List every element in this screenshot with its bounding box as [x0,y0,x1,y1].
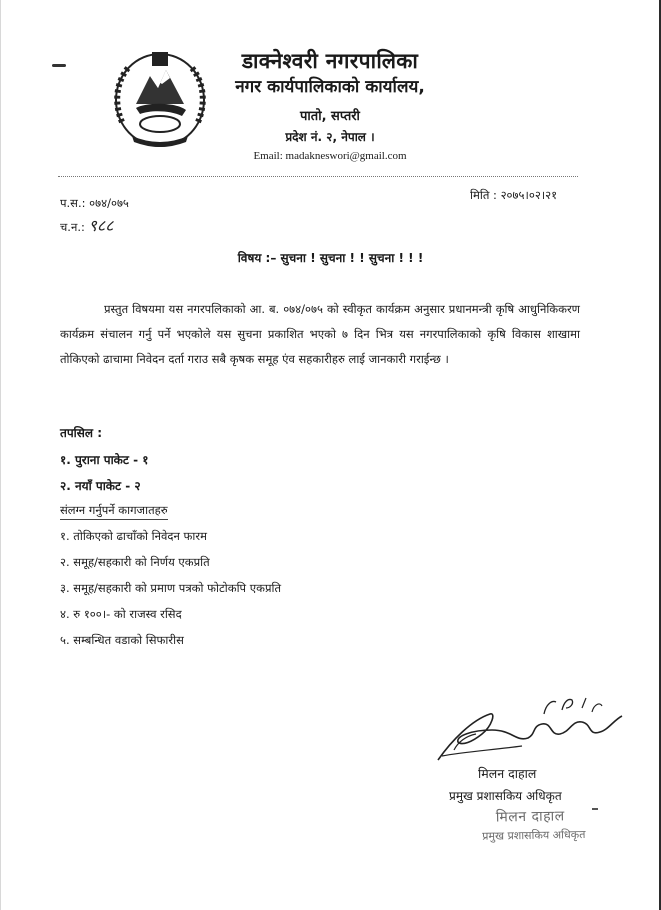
stamp-name: मिलन दाहाल [495,808,565,826]
dispatch-label: च.न.: [60,220,85,234]
municipality-name: डाक्नेश्वरी नगरपालिका [241,49,419,73]
stamp-mark [592,808,598,810]
handwritten-signature [432,690,632,765]
body-paragraph: प्रस्तुत विषयमा यस नगरपलिकाको आ. ब. ०७४/०७५ को स्वीकृत कार्यक्रम अनुसार प्रधानमन्त्री कृषि आधुनिकिकरण कार्यक्रम संचालन गर्नु पर्ने भएकोले यस सुचना प्रकाशित भएको ७ दिन भित्र यस नगरपालिकाको कृषि विकास शाखामा तोकिएको ढाचामा निवेदन दर्ता गराउ सबै कृषक समूह एंव सहकारीहरु लाई जानकारी गराईन्छ । [60,302,580,366]
stamp-post: प्रमुख प्रशासकिय अधिकृत [482,827,586,843]
letter-number: प.स.: ०७४/०७५ [60,196,129,210]
dispatch-value: ९८८ [88,216,114,235]
office-name: नगर कार्यपालिकाको कार्यालय, [235,77,425,97]
header-divider [58,176,578,178]
required-documents-list [60,526,281,656]
scan-mark [52,64,66,67]
official-stamp [470,806,586,844]
signatory-name: मिलन दाहाल [478,766,537,781]
required-documents-title: संलग्न गर्नुपर्ने कागजातहरु [60,503,168,520]
office-province: प्रदेश नं. २, नेपाल । [285,130,375,144]
document-item: २. समूह/सहकारी को निर्णय एकप्रति [60,555,210,569]
letter-date: मिति : २०७५।०२।२१ [470,188,558,202]
scan-edge-left [0,0,1,910]
document-item: १. तोकिएको ढाचाँको निवेदन फारम [60,529,207,543]
government-emblem-icon [106,44,214,154]
dispatch-number [60,214,114,236]
letterhead [200,48,460,162]
office-email: Email: madakneswori@gmail.com [253,150,407,162]
packet-item: २. नयाँ पाकेट - २ [60,479,141,493]
document-item: ५. सम्बन्धित वडाको सिफारीस [60,633,184,647]
document-item: ४. रु १००।- को राजस्व रसिद [60,607,182,621]
details-title: तपसिल : [60,426,102,440]
office-city: पातो, सप्तरी [300,109,360,124]
packet-item: १. पुराना पाकेट - १ [60,453,149,467]
subject-line: विषय :– सुचना ! सुचना ! ! सुचना ! ! ! [237,251,424,265]
document-item: ३. समूह/सहकारी को प्रमाण पत्रको फोटोकपि एकप्रति [60,581,282,595]
signatory-post: प्रमुख प्रशासकिय अधिकृत [449,789,562,803]
